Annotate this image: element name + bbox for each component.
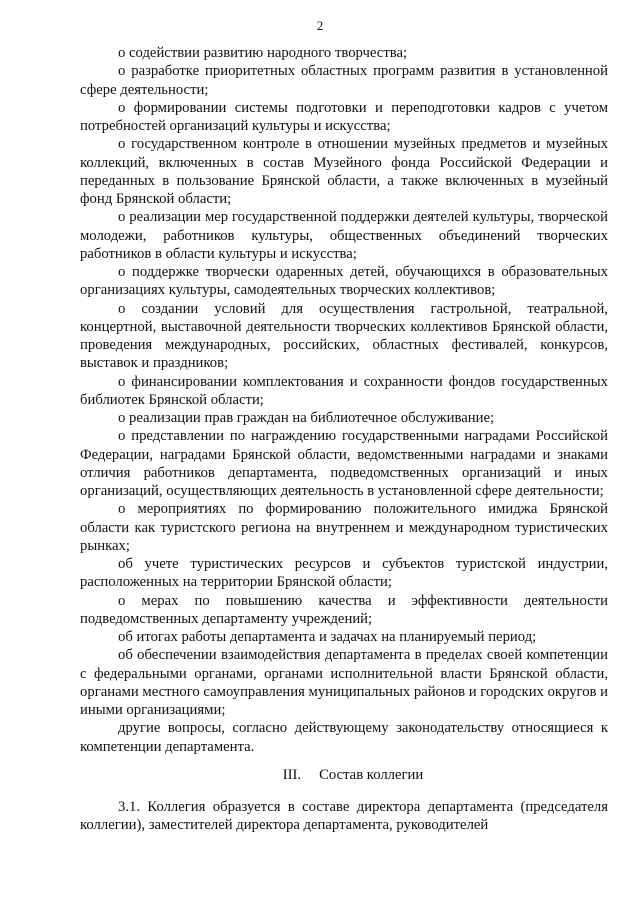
section-number: III. [282,766,302,783]
section-title: Состав коллегии [319,766,424,783]
list-item: об учете туристических ресурсов и субъектов туристской индустрии, расположенных на территории Брянской области; [80,556,608,591]
document-body [80,44,608,835]
list-item: о создании условий для осуществления гастрольной, театральной, концертной, выставочной деятельности творческих коллективов Брянской области, проведения международных, российских, областных фестивалей, конкурсов, выставок и праздников; [80,300,608,372]
list-item: о реализации прав граждан на библиотечное обслуживание; [118,410,495,426]
clause-paragraph: 3.1. Коллегия образуется в составе директора департамента (председателя коллегии), заместителей директора департамента, руководителей [80,799,608,834]
list-item: о формировании системы подготовки и переподготовки кадров с учетом потребностей организаций культуры и искусства; [80,99,608,134]
list-item: о мерах по повышению качества и эффективности деятельности подведомственных департаменту учреждений; [80,592,608,627]
list-item: о государственном контроле в отношении музейных предметов и музейных коллекций, включенных в состав Музейного фонда Российской Федерации и переданных в пользование Брянской области, а также включенных в музейный фонд Брянской области; [80,136,608,207]
list-item: о финансировании комплектования и сохранности фондов государственных библиотек Брянской области; [80,373,608,408]
section-heading [80,766,608,784]
list-item: о представлении по награждению государственными наградами Российской Федерации, наградами Брянской области, ведомственными наградами и знаками отличия работников департамента, подведомственных организаций и иных организаций, осуществляющих деятельность в установленной сфере деятельности; [80,428,608,499]
list-item: об итогах работы департамента и задачах на планируемый период; [118,629,537,645]
agenda-items-list [80,44,608,756]
list-item: о реализации мер государственной поддержки деятелей культуры, творческой молодежи, работников культуры, общественных объединений творческих работников в области культуры и искусства; [80,209,608,262]
list-item: о содействии развитию народного творчества; [118,45,408,61]
list-item: о разработке приоритетных областных программ развития в установленной сфере деятельности; [80,63,608,98]
list-item: о мероприятиях по формированию положительного имиджа Брянской области как туристского региона на внутреннем и международном туристических рынках; [80,501,608,554]
list-item: другие вопросы, согласно действующему законодательству относящиеся к компетенции департамента. [80,720,608,755]
list-item: об обеспечении взаимодействия департамента в пределах своей компетенции с федеральными органами, органами исполнительной власти Брянской области, органами местного самоуправления муниципальных районов и городских округов и иными организациями; [80,647,609,718]
list-item: о поддержке творчески одаренных детей, обучающихся в образовательных организациях культуры, самодеятельных творческих коллективов; [80,264,608,299]
page-number: 2 [316,18,324,33]
